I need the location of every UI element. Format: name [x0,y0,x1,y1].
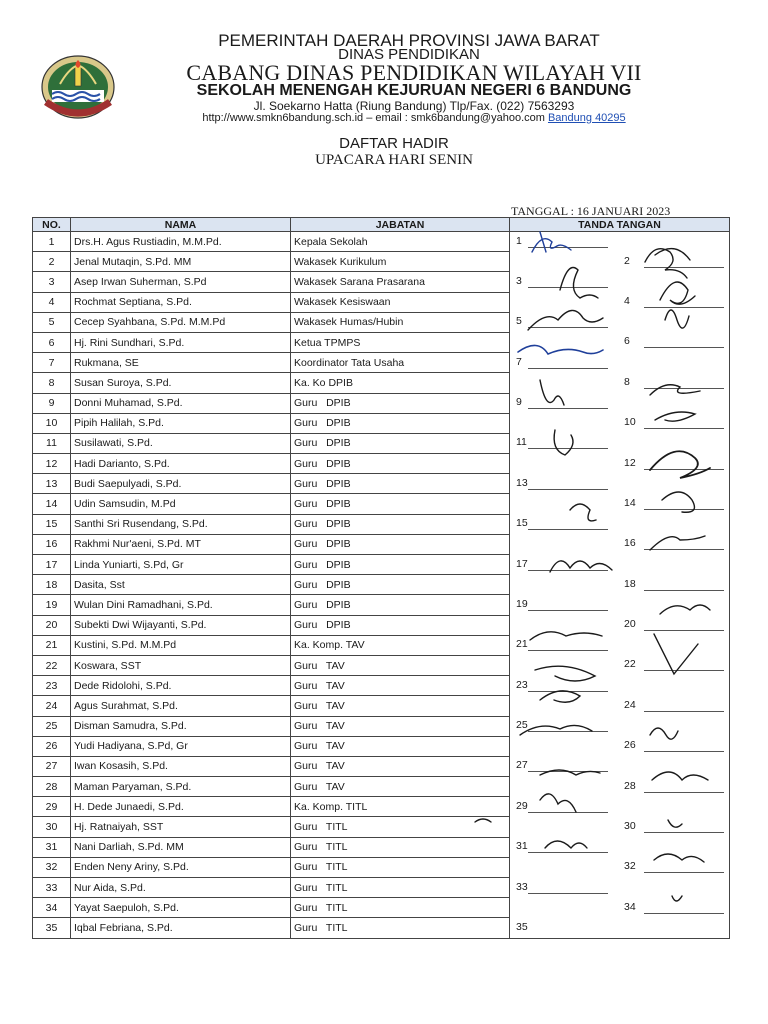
row-signature-cell [510,797,730,817]
signature-slot [624,537,636,549]
school-contact [0,113,768,124]
row-number: 7 [33,353,71,373]
signature-slot [624,699,636,711]
signature-number: 1 [516,235,522,247]
table-row [33,393,730,413]
row-signature-cell [510,373,730,393]
row-signature-cell [510,595,730,615]
signature-line [644,630,724,631]
row-nama: Santhi Sri Rusendang, S.Pd. [71,514,291,534]
row-signature-cell [510,696,730,716]
row-number: 12 [33,454,71,474]
signature-slot [516,921,528,933]
signature-slot [516,275,522,287]
signature-number: 26 [624,739,636,752]
row-signature-cell [510,454,730,474]
row-signature-cell [510,353,730,373]
table-row [33,252,730,272]
row-nama: Iqbal Febriana, S.Pd. [71,918,291,938]
row-jabatan: Guru TAV [291,777,510,797]
signature-number: 11 [516,436,527,449]
row-jabatan: Guru TAV [291,696,510,716]
row-jabatan: Wakasek Humas/Hubin [291,312,510,332]
row-nama: Disman Samudra, S.Pd. [71,716,291,736]
signature-number: 30 [624,819,636,832]
row-nama: Asep Irwan Suherman, S.Pd [71,272,291,292]
row-number: 5 [33,312,71,332]
row-number: 35 [33,918,71,938]
signature-line [528,650,608,651]
signature-slot [516,759,528,771]
signature-number: 10 [624,416,636,429]
attendance-rows [33,232,730,939]
row-number: 13 [33,474,71,494]
signature-number: 7 [516,355,522,368]
signature-number: 33 [516,880,528,893]
row-nama: Hj. Rini Sundhari, S.Pd. [71,332,291,352]
signature-slot [516,477,528,489]
row-signature-cell [510,655,730,675]
signature-line [528,287,608,288]
signature-line [644,347,724,348]
row-number: 6 [33,332,71,352]
row-nama: Cecep Syahbana, S.Pd. M.M.Pd [71,312,291,332]
row-jabatan: Guru TITL [291,878,510,898]
signature-number: 29 [516,799,528,812]
signature-slot [516,558,528,570]
row-nama: Budi Saepulyadi, S.Pd. [71,474,291,494]
row-number: 9 [33,393,71,413]
signature-slot [516,396,522,408]
row-number: 26 [33,736,71,756]
row-signature-cell [510,898,730,918]
signature-line [528,327,608,328]
signature-line [644,792,724,793]
signature-number: 16 [624,537,636,550]
table-row [33,413,730,433]
row-nama: Dede Ridolohi, S.Pd. [71,676,291,696]
row-jabatan: Guru DPIB [291,454,510,474]
row-jabatan: Guru DPIB [291,514,510,534]
row-number: 1 [33,232,71,252]
table-row [33,918,730,938]
signature-line [528,529,608,530]
row-number: 2 [33,252,71,272]
row-jabatan: Guru DPIB [291,534,510,554]
signature-slot [624,578,636,590]
signature-number: 20 [624,618,636,631]
row-signature-cell [510,474,730,494]
row-jabatan: Ka. Komp. TAV [291,635,510,655]
table-row [33,716,730,736]
signature-slot [624,739,636,751]
row-nama: Susilawati, S.Pd. [71,433,291,453]
signature-slot [624,497,636,509]
row-jabatan: Wakasek Kurikulum [291,252,510,272]
row-jabatan: Guru DPIB [291,413,510,433]
signature-line [644,428,724,429]
table-header-row [33,218,730,232]
row-signature-cell [510,575,730,595]
signature-number: 22 [624,658,636,671]
signature-number: 32 [624,860,636,873]
table-row [33,797,730,817]
col-header-tanda-tangan: TANDA TANGAN [510,218,730,232]
row-jabatan: Guru DPIB [291,575,510,595]
row-nama: Wulan Dini Ramadhani, S.Pd. [71,595,291,615]
row-nama: Koswara, SST [71,655,291,675]
document-date: TANGGAL : 16 JANUARI 2023 [511,204,671,218]
signature-number: 8 [624,375,630,388]
signature-slot [624,658,636,670]
col-header-no: NO. [33,218,71,232]
signature-number: 19 [516,597,528,610]
row-jabatan: Guru TAV [291,716,510,736]
row-signature-cell [510,393,730,413]
signature-number: 17 [516,557,528,570]
signature-slot [516,517,528,529]
signature-line [528,448,608,449]
row-jabatan: Guru TITL [291,918,510,938]
signature-number: 25 [516,719,528,731]
signature-slot [624,416,636,428]
row-jabatan: Guru DPIB [291,555,510,575]
signature-line [528,852,608,853]
department-name: DINAS PENDIDIKAN [338,46,480,63]
row-signature-cell [510,494,730,514]
signature-slot [516,356,522,368]
signature-number: 21 [516,638,528,651]
attendance-table [32,217,730,939]
school-address: Jl. Soekarno Hatta (Riung Bandung) Tlp/Fax. (022) 7563293 [253,99,575,113]
row-signature-cell [510,413,730,433]
row-jabatan: Guru DPIB [291,595,510,615]
signature-number: 23 [516,678,528,691]
signature-line [644,307,724,308]
signature-number: 13 [516,476,528,489]
row-signature-cell [510,332,730,352]
row-jabatan: Koordinator Tata Usaha [291,353,510,373]
row-jabatan: Guru TITL [291,857,510,877]
table-row [33,454,730,474]
table-row [33,474,730,494]
row-nama: H. Dede Junaedi, S.Pd. [71,797,291,817]
table-row [33,232,730,252]
signature-number: 12 [624,456,636,469]
signature-number: 35 [516,920,528,933]
signature-slot [624,255,630,267]
signature-slot [516,436,527,448]
row-signature-cell [510,514,730,534]
row-jabatan: Ka. Ko DPIB [291,373,510,393]
row-number: 27 [33,756,71,776]
signature-line [644,711,724,712]
table-row [33,514,730,534]
signature-line [528,610,608,611]
signature-number: 27 [516,759,528,772]
row-nama: Rochmat Septiana, S.Pd. [71,292,291,312]
table-row [33,635,730,655]
table-row [33,433,730,453]
signature-slot [624,376,630,388]
row-number: 21 [33,635,71,655]
signature-slot [516,638,528,650]
signature-line [528,731,608,732]
table-row [33,655,730,675]
row-jabatan: Ka. Komp. TITL [291,797,510,817]
letterhead [0,0,768,130]
signature-slot [624,780,636,792]
row-nama: Agus Surahmat, S.Pd. [71,696,291,716]
signature-number: 5 [516,315,522,328]
signature-line [528,489,608,490]
row-nama: Hadi Darianto, S.Pd. [71,454,291,474]
row-jabatan: Guru DPIB [291,393,510,413]
row-number: 33 [33,878,71,898]
signature-number: 31 [516,840,528,853]
signature-number: 15 [516,517,528,530]
row-number: 4 [33,292,71,312]
row-nama: Donni Muhamad, S.Pd. [71,393,291,413]
row-jabatan: Guru DPIB [291,615,510,635]
row-jabatan: Kepala Sekolah [291,232,510,252]
school-name: SEKOLAH MENENGAH KEJURUAN NEGERI 6 BANDUNG [196,82,632,99]
branch-name: CABANG DINAS PENDIDIKAN WILAYAH VII [186,60,642,85]
row-nama: Dasita, Sst [71,575,291,595]
row-jabatan: Guru TAV [291,655,510,675]
row-number: 25 [33,716,71,736]
signature-slot [516,235,522,247]
row-number: 16 [33,534,71,554]
table-row [33,878,730,898]
table-row [33,353,730,373]
table-row [33,312,730,332]
school-web-email: http://www.smkn6bandung.sch.id – email : smk6bandung@yahoo.com [202,112,545,124]
row-nama: Susan Suroya, S.Pd. [71,373,291,393]
signature-slot [624,820,636,832]
table-row [33,332,730,352]
signature-line [644,913,724,914]
signature-line [528,368,608,369]
signature-number: 34 [624,900,636,913]
signature-line [644,469,724,470]
row-jabatan: Guru TAV [291,756,510,776]
signature-slot [516,840,528,852]
signature-slot [624,901,636,913]
row-nama: Maman Paryaman, S.Pd. [71,777,291,797]
signature-line [528,247,608,248]
table-row [33,817,730,837]
row-number: 8 [33,373,71,393]
row-nama: Nani Darliah, S.Pd. MM [71,837,291,857]
row-signature-cell [510,777,730,797]
row-jabatan: Guru TITL [291,837,510,857]
signature-line [644,751,724,752]
table-row [33,736,730,756]
row-nama: Pipih Halilah, S.Pd. [71,413,291,433]
row-signature-cell [510,837,730,857]
row-number: 30 [33,817,71,837]
signature-line [528,893,608,894]
signature-number: 18 [624,577,636,590]
row-signature-cell [510,635,730,655]
school-city: Bandung 40295 [547,112,626,124]
row-signature-cell [510,534,730,554]
row-number: 22 [33,655,71,675]
signature-slot [516,598,528,610]
row-nama: Jenal Mutaqin, S.Pd. MM [71,252,291,272]
signature-slot [516,881,528,893]
row-number: 19 [33,595,71,615]
gov-name: PEMERINTAH DAERAH PROVINSI JAWA BARAT [218,31,600,50]
table-row [33,494,730,514]
row-signature-cell [510,312,730,332]
row-nama: Kustini, S.Pd. M.M.Pd [71,635,291,655]
signature-number: 6 [624,335,630,348]
signature-line [528,408,608,409]
row-signature-cell [510,433,730,453]
signature-slot [516,800,528,812]
row-signature-cell [510,736,730,756]
signature-line [528,570,608,571]
row-jabatan: Guru DPIB [291,494,510,514]
row-signature-cell [510,716,730,736]
row-jabatan: Guru DPIB [291,433,510,453]
table-row [33,555,730,575]
row-nama: Rakhmi Nur'aeni, S.Pd. MT [71,534,291,554]
row-number: 31 [33,837,71,857]
signature-number: 9 [516,396,522,408]
signature-line [644,388,724,389]
signature-number: 3 [516,274,522,287]
row-signature-cell [510,918,730,938]
signature-slot [624,860,636,872]
row-number: 34 [33,898,71,918]
signature-line [528,812,608,813]
row-nama: Drs.H. Agus Rustiadin, M.M.Pd. [71,232,291,252]
signature-slot [516,315,522,327]
row-signature-cell [510,555,730,575]
row-nama: Linda Yuniarti, S.Pd, Gr [71,555,291,575]
row-number: 28 [33,777,71,797]
row-signature-cell [510,232,730,252]
signature-line [644,832,724,833]
row-jabatan: Guru TITL [291,817,510,837]
table-row [33,696,730,716]
row-number: 17 [33,555,71,575]
row-signature-cell [510,756,730,776]
col-header-jabatan: JABATAN [291,218,510,232]
row-number: 11 [33,433,71,453]
signature-slot [516,679,528,691]
row-nama: Iwan Kosasih, S.Pd. [71,756,291,776]
row-nama: Hj. Ratnaiyah, SST [71,817,291,837]
row-jabatan: Guru TAV [291,676,510,696]
table-row [33,837,730,857]
signature-line [644,670,724,671]
row-signature-cell [510,817,730,837]
row-number: 10 [33,413,71,433]
signature-number: 28 [624,779,636,792]
signature-line [528,691,608,692]
signature-slot [624,295,630,307]
row-nama: Yudi Hadiyana, S.Pd, Gr [71,736,291,756]
row-number: 24 [33,696,71,716]
table-row [33,373,730,393]
row-jabatan: Guru TAV [291,736,510,756]
row-number: 15 [33,514,71,534]
row-nama: Enden Neny Ariny, S.Pd. [71,857,291,877]
document-title: DAFTAR HADIR [339,135,449,152]
signature-slot [624,335,630,347]
signature-slot [624,618,636,630]
signature-line [644,549,724,550]
signature-line [644,590,724,591]
row-signature-cell [510,676,730,696]
table-row [33,898,730,918]
signature-line [644,267,724,268]
row-signature-cell [510,272,730,292]
table-row [33,575,730,595]
table-row [33,292,730,312]
row-number: 18 [33,575,71,595]
col-header-nama: NAMA [71,218,291,232]
row-nama: Nur Aida, S.Pd. [71,878,291,898]
table-row [33,272,730,292]
signature-number: 14 [624,496,636,509]
signature-number: 2 [624,254,630,267]
row-signature-cell [510,878,730,898]
signature-line [644,509,724,510]
signature-number: 4 [624,295,630,308]
row-number: 32 [33,857,71,877]
document-subtitle: UPACARA HARI SENIN [315,152,473,168]
table-row [33,615,730,635]
row-signature-cell [510,615,730,635]
row-number: 23 [33,676,71,696]
table-row [33,777,730,797]
row-nama: Yayat Saepuloh, S.Pd. [71,898,291,918]
row-signature-cell [510,292,730,312]
table-row [33,595,730,615]
row-jabatan: Guru DPIB [291,474,510,494]
signature-slot [516,719,528,731]
row-jabatan: Wakasek Sarana Prasarana [291,272,510,292]
row-jabatan: Guru TITL [291,898,510,918]
row-jabatan: Ketua TPMPS [291,332,510,352]
table-row [33,857,730,877]
signature-number: 24 [624,698,636,711]
signature-line [528,771,608,772]
table-row [33,756,730,776]
signature-slot [624,457,636,469]
row-signature-cell [510,857,730,877]
row-nama: Udin Samsudin, M.Pd [71,494,291,514]
row-nama: Subekti Dwi Wijayanti, S.Pd. [71,615,291,635]
table-row [33,534,730,554]
table-row [33,676,730,696]
row-nama: Rukmana, SE [71,353,291,373]
row-number: 14 [33,494,71,514]
row-jabatan: Wakasek Kesiswaan [291,292,510,312]
row-number: 20 [33,615,71,635]
row-number: 3 [33,272,71,292]
row-signature-cell [510,252,730,272]
row-number: 29 [33,797,71,817]
signature-line [644,872,724,873]
